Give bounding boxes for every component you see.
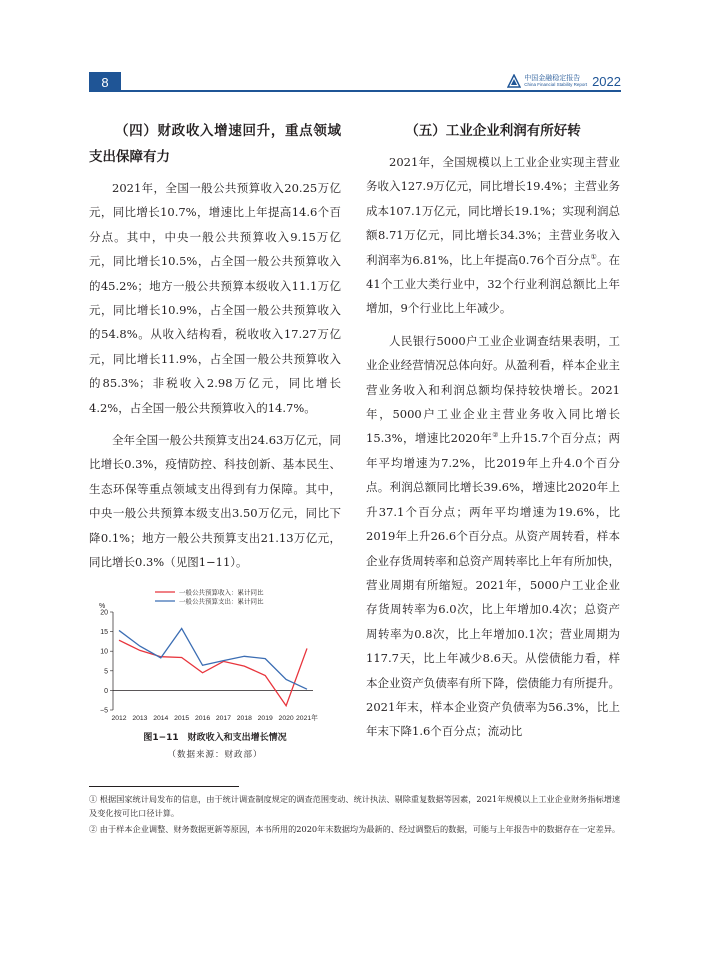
right-column — [366, 118, 620, 752]
y-tick-label: 20 — [100, 609, 108, 617]
paragraph-fiscal-revenue: 2021年，全国一般公共预算收入20.25万亿元，同比增长10.7%，增速比上年提高14.6个百分点。其中，中央一般公共预算收入9.15万亿元，同比增长10.5%，占全国一般公共预算收入的45.2%；地方一般公共预算本级收入11.1万亿元，同比增长10.9%，占全国一般公共预算收入的54.8%。从收入结构看，税收收入17.27万亿元，同比增长11.9%，占全国一般公共预算收入的85.3%；非税收入2.98万亿元，同比增长4.2%，占全国一般公共预算收入的14.7%。 — [89, 181, 341, 415]
footnote-2: ② 由于样本企业调整、财务数据更新等原因，本书所用的2020年末数据均为最新的、经过调整后的数据，可能与上年报告中的数据存在一定差异。 — [89, 824, 621, 834]
paragraph-text: 。在41个工业大类行业中，32个行业利润总额比上年增加，9个行业比上年减少。 — [366, 252, 621, 316]
x-tick-label: 2012 — [111, 715, 127, 722]
footnote-rule — [89, 786, 239, 787]
x-tick-label: 2014 — [153, 715, 169, 722]
legend-label-1: 一般公共预算收入：累计同比 — [179, 588, 264, 597]
paragraph-industry-profit — [366, 150, 620, 321]
brand-cn: 中国金融稳定报告 — [524, 73, 581, 82]
header-rule — [121, 90, 621, 92]
y-axis-unit: % — [99, 603, 106, 610]
paragraph-text: 2021年，全国规模以上工业企业实现主营业务收入127.9万亿元，同比增长19.4%；主营业务成本107.1万亿元，同比增长19.1%；实现利润总额8.71万亿元，同比增长34.3%；主营业务收入利润率为6.81%，比上年提高0.76个百分点 — [366, 155, 620, 267]
x-tick-label: 2015 — [174, 715, 190, 722]
x-tick-label: 2017 — [215, 715, 232, 722]
y-tick-label: 10 — [100, 648, 108, 656]
paragraph-fiscal-expenditure: 全年全国一般公共预算支出24.63万亿元，同比增长0.3%，疫情防控、科技创新、基本民生、生态环保等重点领域支出得到有力保障。其中，中央一般公共预算本级支出3.50万亿元，同比下降0.1%；地方一般公共预算支出21.13万亿元，同比增长0.3%（见图1−11）。 — [89, 433, 341, 570]
footnote-ref-2[interactable]: ② — [492, 431, 499, 440]
y-tick-label: 5 — [104, 668, 108, 676]
x-tick-label: 2013 — [132, 715, 148, 722]
brand-en: China Financial Stability Report — [524, 81, 588, 87]
paragraph-pboc-survey — [366, 329, 620, 744]
legend-label-2: 一般公共预算支出：累计同比 — [179, 597, 264, 606]
page-header — [89, 72, 621, 92]
paragraph-text: 人民银行5000户工业企业调查结果表明，工业企业经营情况总体向好。从盈利看，样本企业主营业务收入和利润总额均保持较快增长。2021年，5000户工业企业主营业务收入同比增长15.3%，增速比2020年 — [366, 333, 620, 446]
x-tick-label: 2018 — [236, 715, 252, 722]
y-tick-label: 15 — [100, 629, 108, 637]
section-title-fiscal: （四）财政收入增速回升，重点领域支出保障有力 — [89, 123, 341, 165]
y-tick-label: −5 — [100, 707, 108, 715]
y-tick-label: 0 — [104, 687, 108, 695]
chart-svg — [89, 582, 341, 730]
report-brand — [507, 73, 621, 89]
x-tick-label: 2021年 — [296, 715, 318, 722]
footnotes — [89, 792, 621, 838]
footnote-1: ① 根据国家统计局发布的信息，由于统计调查制度规定的调查范围变动、统计执法、剔除重复数据等因素，2021年规模以上工业企业财务指标增速及变化按可比口径计算。 — [89, 794, 621, 818]
footnote-ref-1[interactable]: ① — [590, 252, 597, 261]
x-tick-label: 2016 — [194, 715, 211, 722]
x-tick-label: 2020 — [278, 715, 294, 722]
report-logo-icon — [507, 74, 521, 88]
paragraph-text: 上升15.7个百分点；两年平均增速为7.2%，比2019年上升4.0个百分点。利润总额同比增长39.6%，增速比2020年上升37.1个百分点；两年平均增速为19.6%，比2019年上升26.6个百分点。从资产周转看，样本企业存货周转率和总资产周转率比上年有所加快，营业周期有所缩短。2021年，5000户工业企业存货周转率为6.0次，比上年增加0.4次；总资产周转率为0.8次，比上年增加0.1次；营业周期为117.7天，比上年减少8.6天。从偿债能力看，样本企业资产负债率有所下降，偿债能力有所提升。2021年末，样本企业资产负债率为56.3%，比上年末下降1.6个百分点；流动比 — [366, 431, 620, 739]
left-column — [89, 118, 341, 583]
series-line-2 — [119, 628, 307, 689]
section-title-industry: （五）工业企业利润有所好转 — [405, 123, 581, 139]
brand-year: 2022 — [592, 73, 621, 89]
x-tick-label: 2019 — [257, 715, 273, 722]
chart-caption: 图1−11 财政收入和支出增长情况 — [143, 733, 287, 743]
chart-source: （数据来源：财政部） — [167, 750, 263, 760]
page-number: 8 — [89, 72, 121, 92]
